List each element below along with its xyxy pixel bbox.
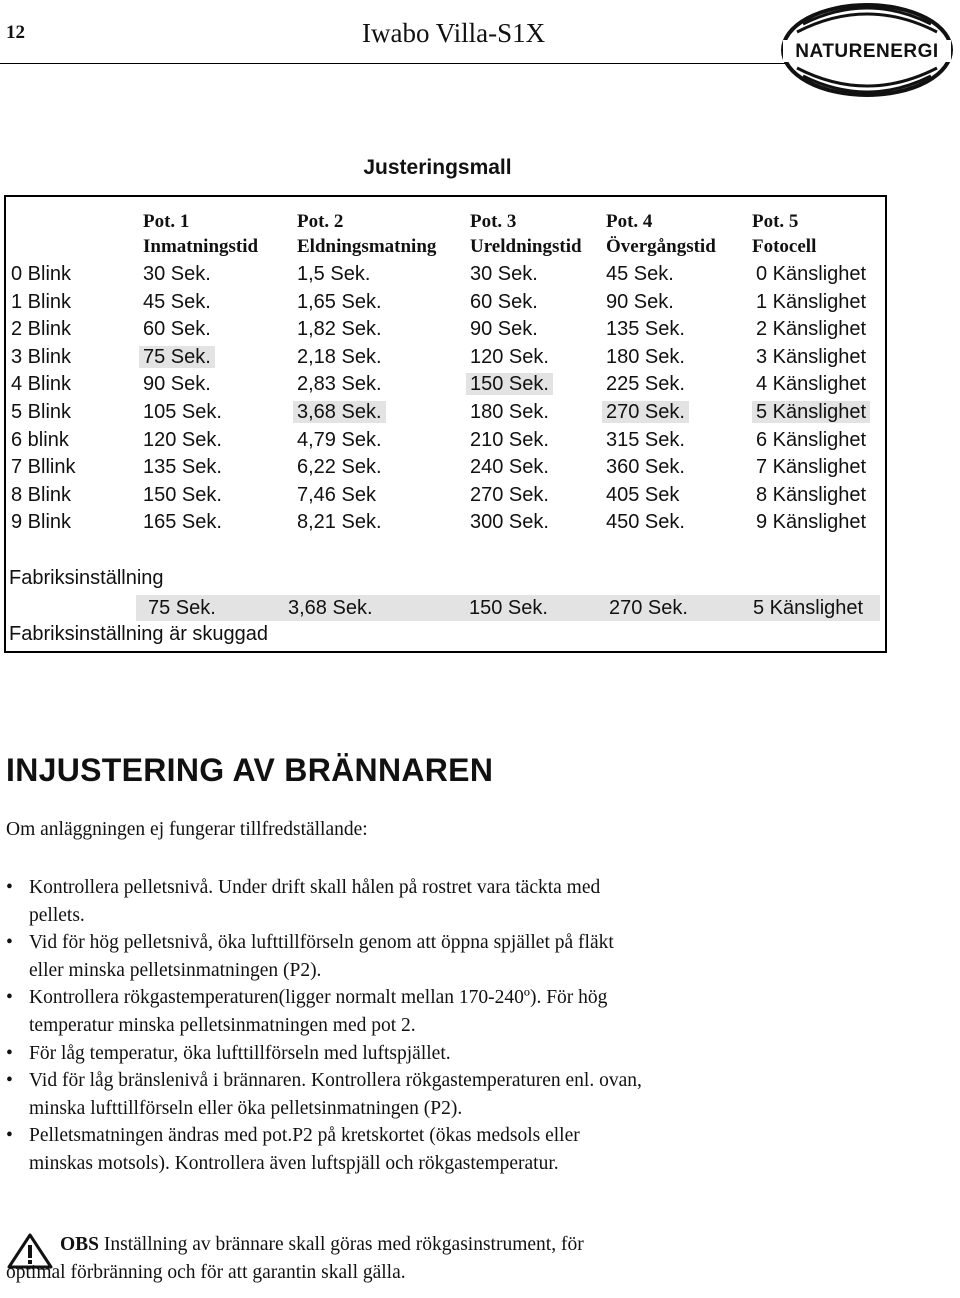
cell-value: 315 Sek. (606, 428, 685, 451)
table-title: Justeringsmall (363, 156, 512, 179)
cell-value: 60 Sek. (143, 318, 211, 341)
cell-value: 4,79 Sek. (297, 428, 382, 451)
cell-value: 6 blink (11, 428, 69, 451)
column-header-pot: Pot. 2 (297, 211, 344, 232)
cell-value: 0 Känslighet (756, 263, 867, 285)
cell-value: 240 Sek. (470, 456, 549, 479)
table-cell (143, 317, 211, 341)
cell-value: 2 Känslighet (756, 318, 867, 341)
table-cell (606, 455, 685, 479)
table-cell (297, 510, 382, 534)
cell-value: 7 Bllink (11, 456, 76, 479)
obs-note (6, 1231, 646, 1286)
table-cell (470, 455, 549, 479)
table-cell (756, 510, 866, 534)
cell-value: 1,82 Sek. (297, 318, 382, 341)
factory-value: 3,68 Sek. (288, 597, 373, 619)
table-cell (756, 372, 866, 396)
cell-value: 225 Sek. (606, 373, 685, 396)
cell-value: 120 Sek. (143, 428, 222, 451)
table-cell (606, 290, 674, 314)
cell-value: 1 Känslighet (756, 290, 867, 313)
table-cell (470, 428, 549, 452)
cell-value: 30 Sek. (143, 263, 211, 285)
cell-value: 1 Blink (11, 290, 72, 313)
table-cell (297, 400, 386, 424)
factory-value: 150 Sek. (469, 597, 548, 619)
table-cell (756, 290, 866, 314)
cell-value: 270 Sek. (602, 401, 689, 423)
table-cell (297, 455, 382, 479)
table-cell (756, 428, 866, 452)
cell-value: 1,5 Sek. (297, 263, 371, 285)
cell-value: 8,21 Sek. (297, 511, 382, 534)
cell-value: 3,68 Sek. (293, 401, 386, 423)
cell-value: 120 Sek. (470, 345, 549, 368)
column-header-name: Fotocell (752, 236, 817, 257)
factory-row (136, 595, 880, 621)
table-cell (756, 400, 870, 424)
naturenergi-logo (779, 2, 955, 98)
row-label (11, 400, 71, 424)
document-title: Iwabo Villa-S1X (362, 18, 546, 48)
table-cell (297, 345, 382, 369)
cell-value: 300 Sek. (470, 511, 549, 534)
cell-value: 45 Sek. (606, 263, 674, 285)
cell-value: 7,46 Sek (297, 483, 376, 506)
table-cell (143, 510, 222, 534)
factory-value: 5 Känslighet (753, 597, 864, 619)
table-cell (470, 317, 538, 341)
table-cell (470, 372, 553, 396)
cell-value: 450 Sek. (606, 511, 685, 534)
cell-value: 360 Sek. (606, 456, 685, 479)
cell-value: 270 Sek. (470, 483, 549, 506)
table-cell (756, 262, 866, 286)
column-header-pot: Pot. 5 (752, 211, 799, 232)
header-rule (0, 63, 785, 64)
cell-value: 135 Sek. (606, 318, 685, 341)
cell-value: 165 Sek. (143, 511, 222, 534)
column-header-pot: Pot. 4 (606, 211, 653, 232)
section-intro: Om anläggningen ej fungerar tillfredställande: (6, 819, 368, 840)
cell-value: 150 Sek. (466, 373, 553, 395)
cell-value: 60 Sek. (470, 290, 538, 313)
cell-value: 3 Blink (11, 345, 72, 368)
row-label (11, 428, 69, 452)
column-header-name: Inmatningstid (143, 236, 259, 257)
table-cell (606, 317, 685, 341)
table-cell (606, 428, 685, 452)
table-cell (143, 483, 222, 507)
table-cell (297, 262, 370, 286)
logo-text: NATURENERGI (795, 41, 939, 62)
cell-value: 6,22 Sek. (297, 456, 382, 479)
cell-value: 8 Blink (11, 483, 72, 506)
factory-value: 270 Sek. (609, 597, 688, 619)
cell-value: 6 Känslighet (756, 428, 867, 451)
table-cell (606, 400, 689, 424)
page-number: 12 (6, 22, 25, 43)
cell-value: 135 Sek. (143, 456, 222, 479)
bullet-item: • Vid för låg bränslenivå i brännaren. Kontrollera rökgastemperaturen enl. ovan, minska lufttillförseln eller öka pelletsinmatningen (P2). (6, 1067, 646, 1122)
bullet-item: • Pelletsmatningen ändras med pot.P2 på kretskortet (ökas medsols eller minskas motsols). Kontrollera även luftspjäll och rökgastemperatur. (6, 1122, 646, 1177)
cell-value: 2,83 Sek. (297, 373, 382, 396)
table-cell (143, 262, 211, 286)
row-label (11, 483, 71, 507)
cell-value: 5 Blink (11, 401, 72, 423)
row-label (11, 510, 71, 534)
table-cell (756, 317, 866, 341)
table-cell (143, 455, 222, 479)
factory-value: 75 Sek. (148, 597, 216, 619)
column-header-name: Ureldningstid (470, 236, 582, 257)
row-label (11, 317, 71, 341)
cell-value: 1,65 Sek. (297, 290, 382, 313)
row-label (11, 372, 71, 396)
table-cell (143, 428, 222, 452)
bullet-item: • Vid för hög pelletsnivå, öka lufttillförseln genom att öppna spjället på fläkt eller minska pelletsinmatningen (P2). (6, 929, 646, 984)
table-cell (143, 345, 215, 369)
cell-value: 150 Sek. (143, 483, 222, 506)
row-label (11, 455, 75, 479)
obs-text: Inställning av brännare skall göras med rökgasinstrument, för optimal förbränning och för att garantin skall gälla. (6, 1234, 584, 1283)
cell-value: 5 Känslighet (752, 401, 870, 423)
cell-value: 90 Sek. (470, 318, 538, 341)
row-label (11, 290, 71, 314)
bullet-item: • Kontrollera pelletsnivå. Under drift skall hålen på rostret vara täckta med pellets. (6, 874, 646, 929)
cell-value: 3 Känslighet (756, 345, 867, 368)
cell-value: 180 Sek. (606, 345, 685, 368)
table-cell (470, 483, 549, 507)
table-cell (143, 290, 211, 314)
table-cell (756, 455, 866, 479)
table-cell (470, 400, 549, 424)
table-cell (606, 262, 674, 286)
cell-value: 2,18 Sek. (297, 345, 382, 368)
cell-value: 7 Känslighet (756, 456, 867, 479)
cell-value: 210 Sek. (470, 428, 549, 451)
cell-value: 90 Sek. (143, 373, 211, 396)
bullet-item: • För låg temperatur, öka lufttillförseln med luftspjället. (6, 1040, 646, 1068)
bullet-list (6, 874, 646, 1178)
obs-label: OBS (60, 1234, 100, 1255)
cell-value: 2 Blink (11, 318, 72, 341)
section-heading: INJUSTERING AV BRÄNNAREN (6, 752, 494, 788)
factory-label: Fabriksinställning (9, 567, 164, 589)
cell-value: 90 Sek. (606, 290, 674, 313)
column-header-pot: Pot. 1 (143, 211, 190, 232)
cell-value: 105 Sek. (143, 401, 222, 423)
column-header-name: Övergångstid (606, 236, 716, 257)
table-cell (606, 372, 685, 396)
table-cell (470, 262, 538, 286)
table-cell (297, 428, 382, 452)
table-cell (470, 345, 549, 369)
cell-value: 4 Känslighet (756, 373, 867, 396)
table-cell (756, 345, 866, 369)
table-cell (143, 372, 211, 396)
table-cell (606, 510, 685, 534)
row-label (11, 262, 71, 286)
cell-value: 4 Blink (11, 373, 72, 396)
cell-value: 30 Sek. (470, 263, 538, 285)
table-cell (470, 290, 538, 314)
table-cell (297, 317, 382, 341)
table-cell (297, 372, 382, 396)
table-cell (606, 345, 685, 369)
cell-value: 0 Blink (11, 263, 72, 285)
cell-value: 45 Sek. (143, 290, 211, 313)
cell-value: 9 Känslighet (756, 511, 867, 534)
cell-value: 9 Blink (11, 511, 72, 534)
table-cell (297, 483, 376, 507)
table-cell (606, 483, 679, 507)
table-cell (756, 483, 866, 507)
factory-note: Fabriksinställning är skuggad (9, 623, 269, 645)
table-cell (297, 290, 382, 314)
cell-value: 180 Sek. (470, 401, 549, 423)
adjustment-table (4, 195, 887, 653)
bullet-item: • Kontrollera rökgastemperaturen(ligger normalt mellan 170-240º). För hög temperatur minska pelletsinmatningen med pot 2. (6, 984, 646, 1039)
table-cell (143, 400, 222, 424)
row-label (11, 345, 71, 369)
cell-value: 8 Känslighet (756, 483, 867, 506)
column-header-name: Eldningsmatning (297, 236, 437, 257)
column-header-pot: Pot. 3 (470, 211, 517, 232)
table-cell (470, 510, 549, 534)
cell-value: 75 Sek. (139, 346, 215, 368)
cell-value: 405 Sek (606, 483, 680, 506)
